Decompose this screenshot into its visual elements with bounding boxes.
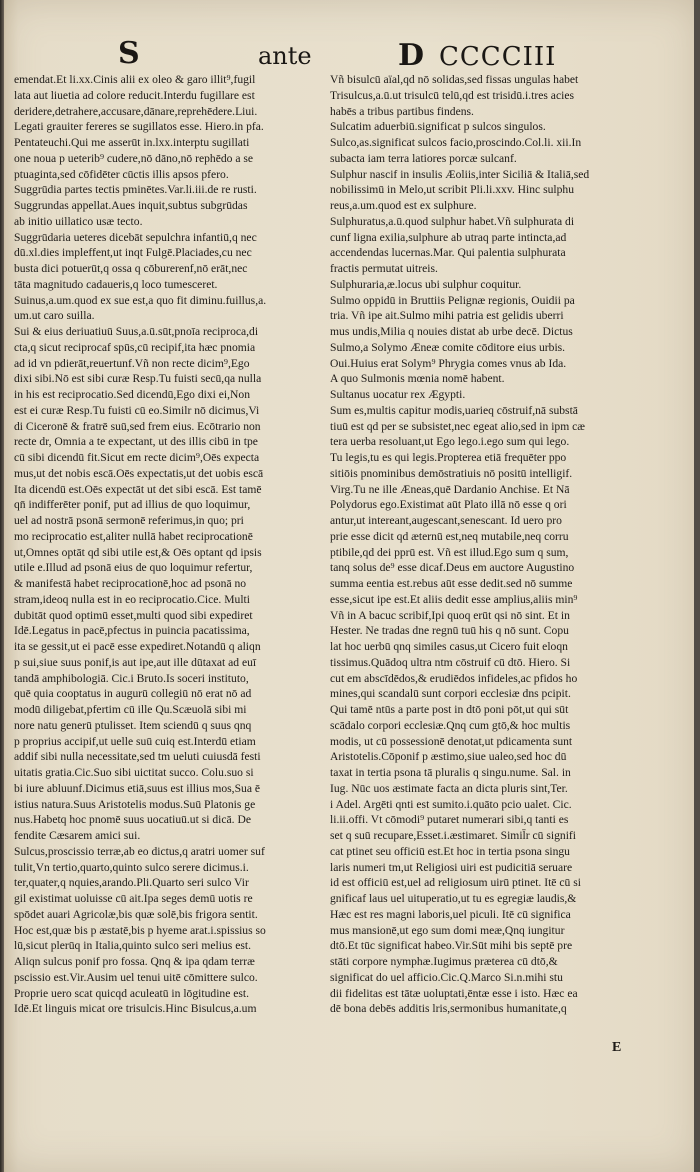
text-line: modis, ut cū possessionē denotat,ut pdicamenta sunt: [330, 734, 573, 748]
text-line: ter,quater,q nquies,arando.Pli.Quarto seri sulco Vir: [14, 876, 249, 890]
text-line: cta,q sicut reciprocaf spūs,cū recipif,ita hæc pnomia: [14, 340, 256, 354]
text-line: reus,a.um.quod est ex sulphure.: [330, 199, 477, 212]
text-line: Suggrundas appellat.Aues inquit,subtus subgrūdas: [14, 199, 248, 212]
text-line: Sum es,multis capitur modis,uarieq cōstruif,nā substā: [330, 403, 578, 417]
text-line: Trisulcus,a.ū.ut trisulcū telū,qd est trisidū.i.tres acies: [330, 88, 574, 102]
text-line: ita se gessit,ut ei pacē esse expediret.Notandū q aliqn: [14, 640, 261, 653]
text-line: & manifestā habet reciprocationē,hoc ad psonā no: [14, 577, 247, 590]
text-line: deridere,detrahere,accusare,dānare,reprehēdere.Liui.: [14, 104, 258, 118]
text-line: Suggrūdaria ueteres dicebāt sepulchra infantiū,q nec: [14, 230, 257, 244]
text-line: taxat in tertia psona tā pluralis q singu.nume. Sal. in: [330, 766, 571, 779]
text-line: stram,ideoq nulla est in eo reciprocatio.Cice. Multi: [14, 592, 250, 606]
text-line: summa eentia est.rebus aūt esse dedit.sed nō summe: [330, 577, 573, 590]
text-line: ptibile,qd dei pprū est. Vñ est illud.Ego sum q sum,: [330, 545, 569, 559]
folio-numeral: CCCCIII: [439, 42, 557, 72]
text-line: cut em abscīdēdos,& erudiēdos infideles,ac pfidos ho: [330, 671, 578, 685]
text-line: dii fidelitas est tātæ uoluptati,ēntæ esse i isto. Hæc ea: [330, 986, 578, 1000]
text-line: recte dr, Omnia a te expectant, ut des illis cibū in tpe: [14, 435, 258, 449]
text-line: emendat.Et li.xx.Cinis alii ex oleo & garo illit⁹,fugil: [14, 73, 256, 86]
text-line: Sulphuraria,æ.locus ubi sulphur coquitur.: [330, 277, 522, 291]
text-line: Sulcatim aduerbiū.significat p sulcos singulos.: [330, 120, 546, 134]
text-line: quē quia cooptatus in augurū collegiū nō erat nō ad: [14, 687, 252, 701]
signature-mark: E: [612, 1040, 622, 1055]
text-line: ad id vn pdierāt,reuertunf.Vñ non recte dicim⁹,Ego: [14, 356, 250, 370]
page-edge: [694, 0, 700, 1172]
text-line: est ei curæ Resp.Tu fuisti cū eo.Similr nō dicimus,Vi: [14, 403, 260, 417]
text-line: tāta magnitudo cadaueris,q loco tumesceret.: [14, 277, 218, 291]
text-line: Vñ in A bacuc scribif,Ipi quoq erūt qsi nō sint. Et in: [330, 608, 570, 622]
text-line: tera uerba resoluant,ut Ego lego.i.ego sum qui lego.: [330, 435, 570, 449]
text-line: nobilissimū in Melo,ut scribit Pli.li.xxv. Hinc sulphu: [330, 183, 575, 197]
text-line: utile e.Illud ad psonā eius de quo loquimur refertur,: [14, 561, 253, 575]
text-line: lū,sicut plerūq in Italia,quinto sulco seri melius est.: [14, 939, 251, 953]
text-line: Idē.Et linguis micat ore trisulcis.Hinc Bisulcus,a.um: [14, 1002, 257, 1016]
text-line: Sulmo oppidū in Bruttiis Pelignæ regionis, Ouidii pa: [330, 293, 575, 307]
text-line: Suinus,a.um.quod ex sue est,a quo fit diminu.fuillus,a.: [14, 293, 267, 307]
text-line: cunf ligna exilia,sulphure ab utraq parte intincta,ad: [330, 230, 567, 244]
text-line: Aristotelis.Cōponif p æstimo,siue ualeo,sed hoc dū: [330, 750, 567, 764]
text-line: Iug. Nūc uos æstimate facta an dicta pluris sint,Ter.: [330, 781, 568, 795]
text-line: istius natura.Suus Aristotelis modus.Suū Platonis ge: [14, 797, 256, 811]
text-line: ab initio uillatico usæ tecto.: [14, 214, 143, 228]
text-line: ut,Omnes optāt qd sibi utile est,& Oēs optant qd ipsis: [14, 545, 262, 559]
book-spine: [0, 0, 4, 1172]
text-line: li.ii.offi. Vt cōmodi⁹ putaret numerari sibi,q tanti es: [330, 813, 569, 827]
text-line: Sulcus,proscissio terræ,ab eo dictus,q aratri uomer suf: [14, 844, 265, 858]
text-line: Sulphur nascif in insulis Æoliis,inter Siciliā & Italiā,sed: [330, 167, 590, 181]
text-line: i Adel. Argēti qnti est sumito.i.quāto pcio ualet. Cic.: [330, 797, 572, 811]
text-line: dubitāt quod optimū esset,multi quod sibi expediret: [14, 608, 253, 622]
text-line: id est officiū est,uel ad religiosum uirū ptinet. Itē cū si: [330, 876, 581, 890]
text-line: mines,qui scandalū sunt corpori ecclesiæ dns pcipit.: [330, 687, 571, 701]
text-line: mus,ut det nobis escā.Oēs expectatis,ut det uobis escā: [14, 466, 264, 480]
text-line: gil existimat uoluisse cū ait.Ipa seges demū uotis re: [14, 892, 253, 905]
right-column: [330, 72, 644, 1017]
text-line: Sui & eius deriuatiuū Suus,a.ū.sūt,pnoīa reciproca,di: [14, 325, 259, 338]
text-line: tria. Vñ ipe ait.Sulmo mihi patria est gelidis uberri: [330, 309, 564, 323]
text-line: Sulmo,a Solymo Æneæ comite cōditore eius urbis.: [330, 340, 566, 354]
text-line: tiuū est qd per se subsistet,nec egeat alio,sed in ipm cæ: [330, 419, 586, 433]
text-line: Aliqn sulcus ponif pro fossa. Qnq & ipa qdam terræ: [14, 955, 255, 968]
text-line: stāti corpore nymphæ.Iugimus præterea cū dtō,&: [330, 955, 558, 968]
text-line: habēs a tribus partibus findens.: [330, 104, 474, 118]
text-line: subacta iam terra latiores porcæ sulcanf.: [330, 151, 517, 165]
text-line: laris numeri tm,ut Religiosi uiri est pudicitiā seruare: [330, 860, 573, 874]
text-line: significat do uel afficio.Cic.Q.Marco Si.n.mihi stu: [330, 970, 563, 984]
text-line: Hoc est,quæ bis p æstatē,bis p hyeme arat.i.spissius so: [14, 923, 266, 937]
text-line: Hæc est res magni laboris,uel piculi. Itē cū significa: [330, 907, 571, 921]
text-line: A quo Sulmonis mœnia nomē habent.: [330, 372, 505, 386]
text-line: antur,ut intereant,augescant,senescant. Id uero pro: [330, 514, 562, 527]
text-line: Ita dicendū est.Oēs expectāt ut det sibi escā. Est tamē: [14, 482, 262, 496]
text-line: pscissio est.Vir.Ausim uel tenui uitē cōmittere sulco.: [14, 970, 258, 984]
text-line: nus.Habetq hoc pnomē suus uocatiuū.ut si dicā. De: [14, 813, 251, 827]
text-line: tanq solus de⁹ esse dicaf.Deus em auctore Augustino: [330, 561, 575, 575]
text-line: fractis permutat uitreis.: [330, 262, 438, 275]
text-line: Tu legis,tu es qui legis.Propterea etiā frequēter ppo: [330, 451, 567, 464]
text-line: Virg.Tu ne ille Æneas,quē Dardanio Anchise. Et Nā: [330, 482, 570, 496]
text-line: qn̄ indifferēter ponif, put ad illius de quo loquimur,: [14, 498, 251, 512]
text-line: mo reciprocatio est,aliter nullā habet reciprocationē: [14, 529, 253, 543]
text-line: dixi sibi.Nō est sibi curæ Resp.Tu fuisti secū,qa nulla: [14, 372, 262, 386]
folio-number: [398, 38, 556, 73]
text-line: dū.xl.dies impleffent,ut inqt Fulgē.Placiades,cu nec: [14, 246, 252, 260]
text-line: tulit,Vn tertio,quarto,quinto sulco serere dicimus.i.: [14, 860, 249, 874]
text-line: uitatis gratia.Cic.Suo sibi uictitat succo. Colu.suo si: [14, 766, 254, 779]
text-line: set q suū recupare,Esset.i.æstimaret. Simil̄r cū signifi: [330, 829, 576, 842]
text-line: lat hoc uerbū qnq similes casus,ut Cicero fuit eloqn: [330, 640, 568, 653]
text-line: scādalo corpori ecclesiæ.Qnq cum gtō,& hoc multis: [330, 718, 571, 732]
text-line: cū sibi dicendū fit.Sicut em recte dicim⁹,Oēs expecta: [14, 451, 260, 464]
text-line: mus mansionē,ut ego sum domi meæ,Qnq iungitur: [330, 923, 565, 937]
left-column: [14, 72, 314, 1017]
text-line: Pentateuchi.Qui me asserūt in.lxx.interptu sugillati: [14, 136, 250, 149]
text-line: tandā amphibologiā. Cic.i Bruto.Is soceri instituto,: [14, 671, 249, 685]
text-line: one noua p ueterib⁹ cudere,nō dāno,nō rephēdo a se: [14, 151, 254, 165]
text-line: dē bona debēs additis lris,sermonibus humanitate,q: [330, 1002, 567, 1016]
text-line: spōdet auari Agricolæ,bis quæ solē,bis frigora sentit.: [14, 907, 258, 921]
text-line: Sulco,as.significat sulcos facio,proscindo.Col.li. xii.In: [330, 136, 582, 149]
header-letter: S: [118, 36, 140, 71]
text-line: p sui,siue suus ponif,is aut ipe,aut ille dūtaxat ad euī: [14, 655, 257, 669]
text-line: ptuaginta,sed cōfidēter cūctis illis apsos pfero.: [14, 167, 229, 181]
text-line: Hester. Ne tradas dne regnū tuū his q nō sunt. Copu: [330, 624, 569, 638]
text-line: di Ciceronē & fratrē suū,sed frem eius. Ecōtrario non: [14, 419, 261, 433]
text-line: Sultanus uocatur rex Ægypti.: [330, 388, 466, 401]
text-line: Oui.Huius erat Solym⁹ Phrygia comes vnus ab Ida.: [330, 356, 567, 370]
text-line: addif sibi nulla necessitate,sed tm ueluti cuiusdā festi: [14, 750, 261, 764]
folio-lead: D: [398, 38, 426, 73]
text-line: Proprie uero scat quicqd aculeatū in lōgitudine est.: [14, 986, 250, 1000]
text-line: busta dici potuerūt,q ossa q cōburerenf,nō erāt,nec: [14, 262, 248, 275]
text-line: mus undis,Milia q nouies distat ab urbe decē. Dictus: [330, 325, 573, 338]
text-line: Sulphuratus,a.ū.quod sulphur habet.Vñ sulphurata di: [330, 214, 575, 228]
text-line: nore natu generū ptulisset. Item sciendū q suus qnq: [14, 718, 252, 732]
text-line: dtō.Et tūc significat habeo.Vir.Sūt mihi bis septē pre: [330, 939, 573, 953]
text-line: prie esse dicit qd æternū est,neq mutabile,neq corru: [330, 529, 569, 543]
text-line: fendite Cæsarem amici sui.: [14, 829, 141, 842]
running-header: [0, 36, 700, 76]
text-line: in his est reciprocatio.Sed dicendū,Ego dixi ei,Non: [14, 388, 251, 401]
text-line: Polydorus ego.Existimat aūt Plato illā nō esse q ori: [330, 498, 567, 512]
text-line: Legati grauiter fereres se sugillatos esse. Hiero.in pfa.: [14, 120, 264, 134]
text-line: gnificaf laus uel uituperatio,ut tu es egregiæ laudis,&: [330, 892, 577, 905]
text-line: uel ad nostrā psonā sermonē referimus,in quo; pri: [14, 514, 244, 527]
text-line: sitiōis pnominibus demōstratiuis nō positū intelligif.: [330, 466, 573, 480]
text-line: lata aut liuetia ad colore reducit.Interdu fugillare est: [14, 88, 255, 102]
text-line: Suggrūdia partes tectis pminētes.Var.li.iii.de re rusti.: [14, 183, 257, 197]
text-line: p proprius accipif,ut uelle suū cuiq est.Interdū etiam: [14, 734, 256, 748]
text-line: Qui tamē ntūs a parte post in dtō poni pōt,ut qui sūt: [330, 703, 569, 716]
text-line: accendendas lucernas.Mar. Qui palentia sulphurata: [330, 246, 566, 260]
text-line: Idē.Legatus in pacē,pfectus in puincia pacatissima,: [14, 624, 250, 638]
text-line: modū diligebat,pfertim cū ille Qu.Scæuolā sibi mi: [14, 703, 247, 716]
text-line: Vñ bisulcū aïal,qd nō solidas,sed fissas ungulas habet: [330, 73, 579, 86]
text-line: tissimus.Quādoq ultra ntm cōstruif cū dtō. Hiero. Si: [330, 655, 571, 669]
text-line: um.ut caro suilla.: [14, 309, 95, 323]
text-line: esse,sicut ipe est.Et aliis dedit esse amplius,aliis min⁹: [330, 592, 578, 606]
header-word: ante: [258, 42, 312, 70]
text-line: cat ptinet seu officiū est.Et hoc in tertia psona singu: [330, 844, 570, 858]
text-line: bi iure abluunf.Dicimus etiā,suus est illius mos,Sua ē: [14, 781, 261, 795]
